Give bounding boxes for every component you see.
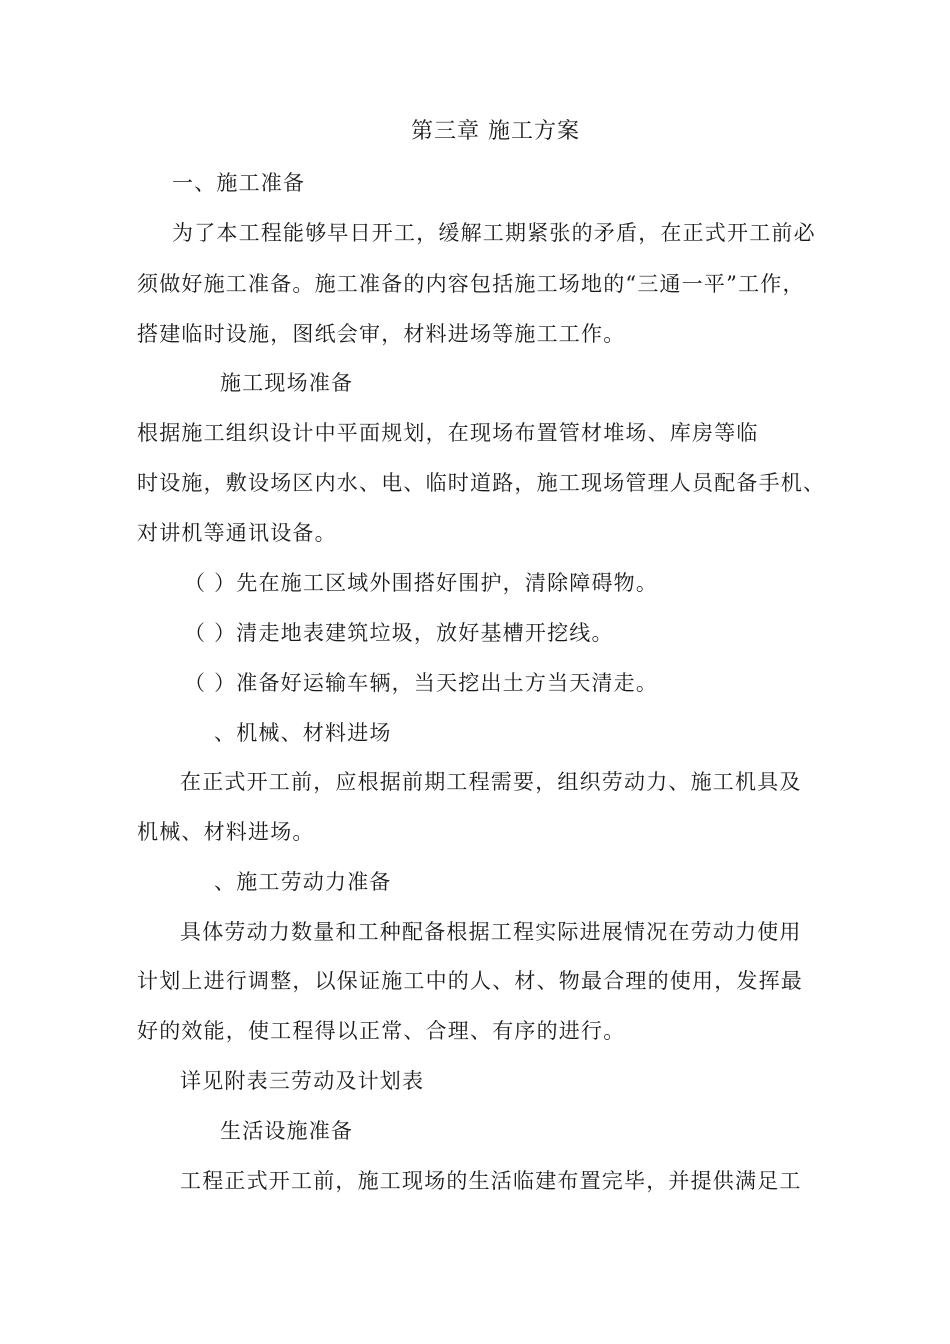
paragraph-line: 工程正式开工前，施工现场的生活临建布置完毕，并提供满足工: [180, 1169, 802, 1193]
list-item: （ ）先在施工区域外围搭好围护，清除障碍物。: [184, 571, 659, 595]
reference-note: 详见附表三劳动及计划表: [180, 1069, 425, 1093]
paragraph-line: 具体劳动力数量和工种配备根据工程实际进展情况在劳动力使用: [180, 920, 802, 944]
subsection-heading: 施工现场准备: [220, 371, 354, 395]
paragraph-line: 须做好施工准备。施工准备的内容包括施工场地的“三通一平”工作，: [137, 272, 805, 296]
subsection-heading: 、机械、材料进场: [214, 721, 392, 745]
list-item: （ ）准备好运输车辆，当天挖出土方当天清走。: [184, 671, 659, 695]
paragraph-line: 时设施，敷设场区内水、电、临时道路，施工现场管理人员配备手机、: [137, 471, 826, 495]
section-heading: 一、施工准备: [172, 171, 306, 195]
paragraph-line: 好的效能，使工程得以正常、合理、有序的进行。: [137, 1019, 626, 1043]
paragraph-line: 机械、材料进场。: [137, 820, 315, 844]
paragraph-line: 搭建临时设施，图纸会审，材料进场等施工工作。: [137, 322, 626, 346]
paragraph-line: 计划上进行调整，以保证施工中的人、材、物最合理的使用，发挥最: [137, 969, 803, 993]
paragraph-line: 根据施工组织设计中平面规划，在现场布置管材堆场、库房等临: [137, 421, 759, 445]
paragraph-line: 对讲机等通讯设备。: [137, 521, 337, 545]
subsection-heading: 生活设施准备: [220, 1119, 354, 1143]
list-item: （ ）清走地表建筑垃圾，放好基槽开挖线。: [184, 621, 614, 645]
chapter-title: 第三章 施工方案: [411, 119, 580, 144]
subsection-heading: 、施工劳动力准备: [214, 870, 392, 894]
paragraph-line: 为了本工程能够早日开工，缓解工期紧张的矛盾，在正式开工前必: [172, 221, 816, 245]
paragraph-line: 在正式开工前，应根据前期工程需要，组织劳动力、施工机具及: [180, 770, 802, 794]
